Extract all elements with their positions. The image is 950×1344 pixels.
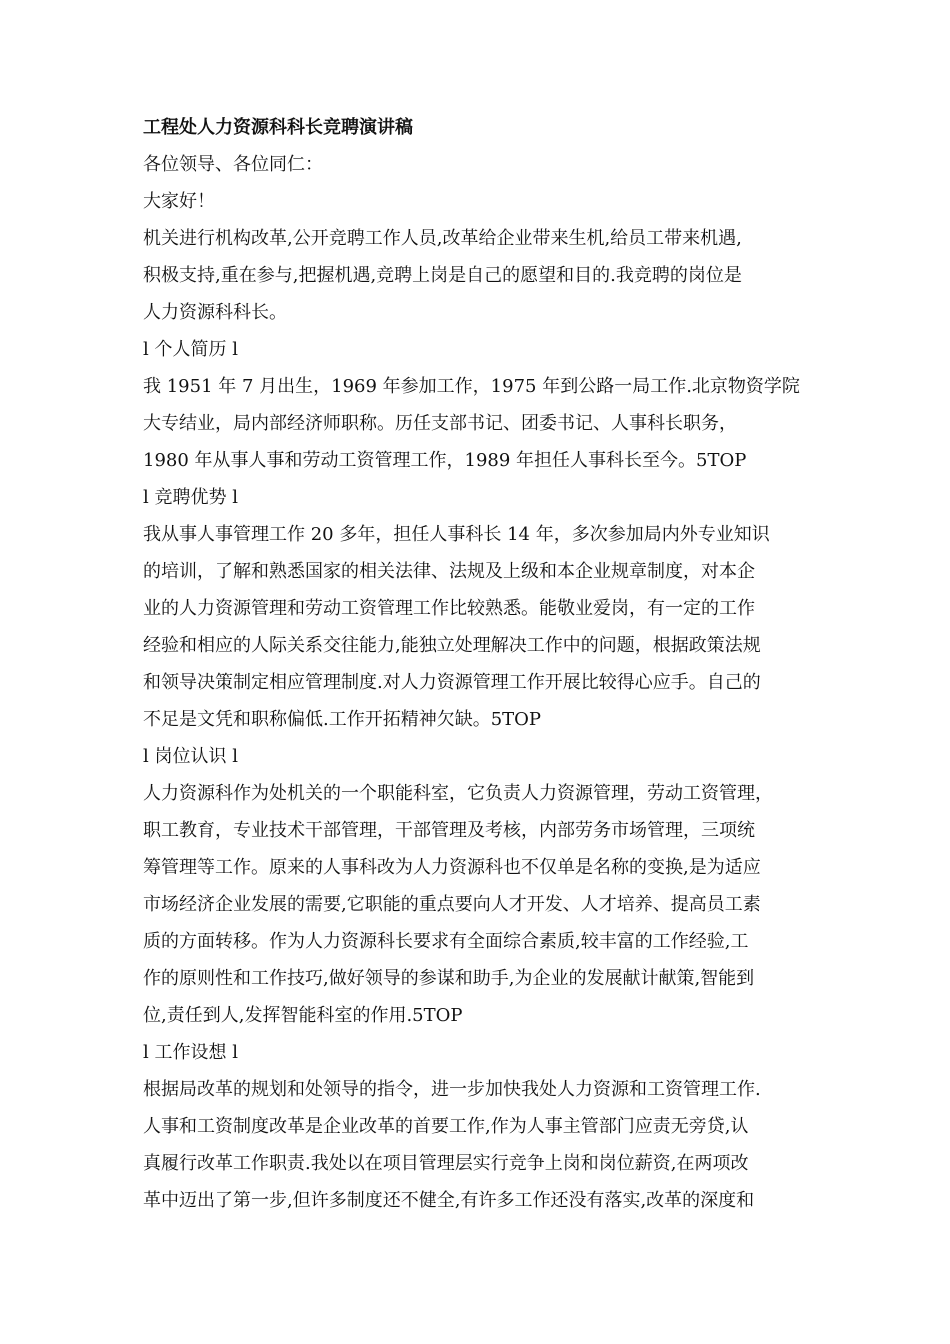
intro-paragraph — [143, 220, 813, 331]
section-paragraph — [143, 368, 813, 479]
text-line: 不足是文凭和职称偏低.工作开拓精神欠缺。5TOP — [143, 709, 542, 730]
text-line: 筹管理等工作。原来的人事科改为人力资源科也不仅单是名称的变换,是为适应 — [143, 857, 761, 878]
section-resume — [143, 331, 813, 479]
text-line: 革中迈出了第一步,但许多制度还不健全,有许多工作还没有落实,改革的深度和 — [143, 1190, 755, 1211]
section-paragraph — [143, 516, 813, 738]
section-heading: l 岗位认识 l — [143, 746, 238, 767]
section-heading: l 工作设想 l — [143, 1042, 238, 1063]
section-paragraph — [143, 775, 813, 1034]
text-line: 职工教育，专业技术干部管理，干部管理及考核，内部劳务市场管理，三项统 — [143, 820, 755, 841]
text-line: 大专结业，局内部经济师职称。历任支部书记、团委书记、人事科长职务， — [143, 413, 737, 434]
text-line: 机关进行机构改革,公开竞聘工作人员,改革给企业带来生机,给员工带来机遇, — [143, 228, 742, 249]
text-line: 人事和工资制度改革是企业改革的首要工作,作为人事主管部门应责无旁贷,认 — [143, 1116, 749, 1137]
text-line: 经验和相应的人际关系交往能力,能独立处理解决工作中的问题，根据政策法规 — [143, 635, 761, 656]
section-heading: l 竞聘优势 l — [143, 487, 238, 508]
salutation: 大家好！ — [143, 191, 215, 212]
text-line: 市场经济企业发展的需要,它职能的重点要向人才开发、人才培养、提高员工素 — [143, 894, 761, 915]
document-page — [143, 112, 813, 1219]
text-line: 质的方面转移。作为人力资源科长要求有全面综合素质,较丰富的工作经验,工 — [143, 931, 749, 952]
section-position-understanding — [143, 738, 813, 1034]
section-paragraph — [143, 1071, 813, 1219]
text-line: 位,责任到人,发挥智能科室的作用.5TOP — [143, 1005, 463, 1026]
text-line: 人力资源科科长。 — [143, 302, 287, 323]
text-line: 业的人力资源管理和劳动工资管理工作比较熟悉。能敬业爱岗，有一定的工作 — [143, 598, 755, 619]
text-line: 根据局改革的规划和处领导的指令，进一步加快我处人力资源和工资管理工作. — [143, 1079, 761, 1100]
document-title: 工程处人力资源科科长竞聘演讲稿 — [143, 117, 413, 138]
section-heading: l 个人简历 l — [143, 339, 238, 360]
text-line: 人力资源科作为处机关的一个职能科室，它负责人力资源管理，劳动工资管理， — [143, 783, 773, 804]
text-line: 和领导决策制定相应管理制度.对人力资源管理工作开展比较得心应手。自己的 — [143, 672, 761, 693]
text-line: 的培训，了解和熟悉国家的相关法律、法规及上级和本企业规章制度，对本企 — [143, 561, 755, 582]
text-line: 我从事人事管理工作 20 多年，担任人事科长 14 年，多次参加局内外专业知识 — [143, 524, 770, 545]
text-line: 积极支持,重在参与,把握机遇,竞聘上岗是自己的愿望和目的.我竞聘的岗位是 — [143, 265, 742, 286]
text-line: 我 1951 年 7 月出生，1969 年参加工作，1975 年到公路一局工作.北京物资学院 — [143, 376, 800, 397]
section-work-plan — [143, 1034, 813, 1219]
greeting: 各位领导、各位同仁： — [143, 154, 323, 175]
text-line: 1980 年从事人事和劳动工资管理工作，1989 年担任人事科长至今。5TOP — [143, 450, 747, 471]
text-line: 真履行改革工作职责.我处以在项目管理层实行竞争上岗和岗位薪资,在两项改 — [143, 1153, 749, 1174]
section-advantages — [143, 479, 813, 738]
text-line: 作的原则性和工作技巧,做好领导的参谋和助手,为企业的发展献计献策,智能到 — [143, 968, 755, 989]
